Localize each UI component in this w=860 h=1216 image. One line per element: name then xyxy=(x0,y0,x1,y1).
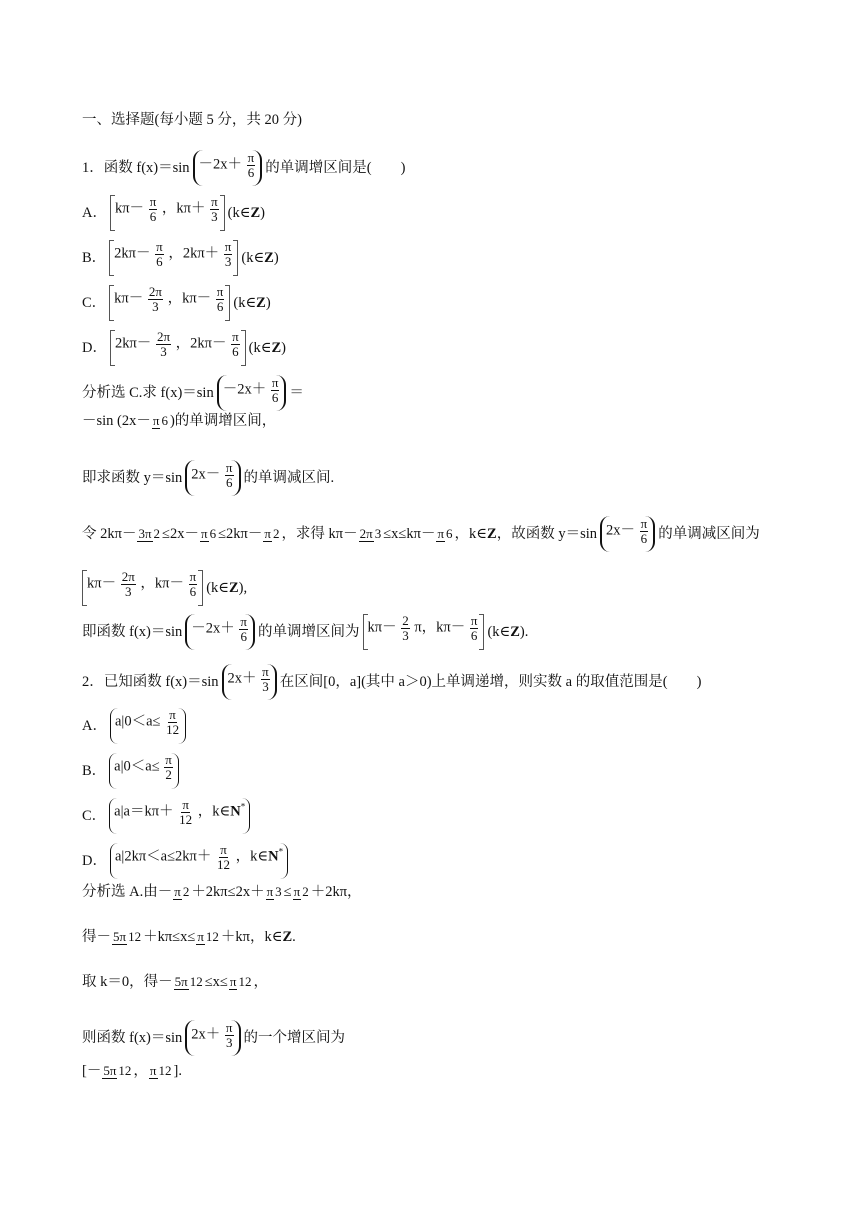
fraction: $\frac{\pi}{6}$ xyxy=(216,284,224,314)
fraction: $\frac{2\pi}{3}$ xyxy=(156,329,171,359)
fraction: π 2 xyxy=(174,884,190,900)
interval-bracket: kπ－ $\frac{2}{3}$ π，kπ－ $\frac{\pi}{6}$ xyxy=(363,614,485,650)
q1-analysis-line-5: kπ－ $\frac{2\pi}{3}$ ，kπ－ $\frac{\pi}{6}$ (k∈ Z ), xyxy=(82,570,247,606)
fraction: $\frac{\pi}{12}$ xyxy=(216,842,230,872)
set-brace: a|0＜a≤ $\frac{\pi}{12}$ xyxy=(110,708,186,744)
q1-option-c[interactable]: C． kπ－ $\frac{2\pi}{3}$ ，kπ－ $\frac{\pi}{6}$ (k∈ Z ) xyxy=(82,285,271,321)
fraction: $\frac{\pi}{3}$ xyxy=(225,1020,233,1050)
q1-analysis-line-3: 即求函数 y＝sin 2x－ $\frac{\pi}{6}$ 的单调减区间. xyxy=(82,460,334,496)
interval-bracket: kπ－ $\frac{2\pi}{3}$ ，kπ－ $\frac{\pi}{6}$ xyxy=(109,285,230,321)
q1-analysis-line-6: 即函数 f(x)＝sin －2x＋ $\frac{\pi}{6}$ 的单调增区间为 kπ－ $\frac{2}{3}$ π，kπ－ $\frac{\pi}{6}$ (k∈ Z ). xyxy=(82,614,528,650)
q2-option-c[interactable]: C． a|a＝kπ＋ $\frac{\pi}{12}$ ，k∈N* xyxy=(82,798,253,834)
interval-bracket: kπ－ $\frac{2\pi}{3}$ ，kπ－ $\frac{\pi}{6}$ xyxy=(82,570,203,606)
fraction: $\frac{2}{3}$ xyxy=(402,613,409,643)
fraction: π 12 xyxy=(197,929,219,945)
fraction: 5π 12 xyxy=(113,929,142,945)
q2-analysis-line-3: 取 k＝0，得－ 5π 12 ≤x≤ π 12 ， xyxy=(82,974,268,990)
fraction: $\frac{\pi}{6}$ xyxy=(240,614,247,644)
paren-group: －2x＋ $\frac{\pi}{6}$ xyxy=(185,614,255,650)
fraction: $\frac{\pi}{6}$ xyxy=(640,516,648,546)
fraction: $\frac{\pi}{3}$ xyxy=(211,194,218,224)
fraction: $\frac{\pi}{6}$ xyxy=(149,194,157,224)
q1-option-b[interactable]: B． 2kπ－ $\frac{\pi}{6}$ ，2kπ＋ $\frac{\pi}{3}$ (k∈ Z ) xyxy=(82,240,279,276)
fraction: $\frac{2\pi}{3}$ xyxy=(121,569,135,599)
fraction: $\frac{\pi}{2}$ xyxy=(165,752,172,782)
fraction: π 2 xyxy=(264,526,280,542)
fraction: π 12 xyxy=(229,974,252,990)
fraction: $\frac{2\pi}{3}$ xyxy=(148,284,162,314)
q1-analysis-line-2: －sin (2x－ π 6 )的单调增区间， xyxy=(82,413,277,429)
q1-analysis-line-4: 令 2kπ－ 3π 2 ≤2x－ π 6 ≤2kπ－ π 2 ，求得 kπ－ 2π 3 ≤x≤kπ－ π 6 ，k∈ Z ，故函数 y＝sin 2x－ $\frac{\pi}{6}$ 的单调减区间为 xyxy=(82,516,760,552)
fraction: π 6 xyxy=(201,526,217,542)
q2-option-d[interactable]: D． a|2kπ＜a≤2kπ＋ $\frac{\pi}{12}$ ，k∈N* xyxy=(82,843,291,879)
paren-group: 2x－ $\frac{\pi}{6}$ xyxy=(185,460,240,496)
fraction: $\frac{\pi}{6}$ xyxy=(271,375,279,405)
fraction: $\frac{\pi}{6}$ xyxy=(232,329,239,359)
set-brace: a|0＜a≤ $\frac{\pi}{2}$ xyxy=(109,753,179,789)
fraction: $\frac{\pi}{12}$ xyxy=(166,707,180,737)
question-1-stem: 1．函数 f(x)＝sin －2x＋ $\frac{\pi}{6}$ 的单调增区间是( ) xyxy=(82,150,405,186)
fraction: 5π 12 xyxy=(103,1063,132,1079)
q2-analysis-line-1: 分析选 A.由－ π 2 ＋2kπ≤2x＋ π 3 ≤ π 2 ＋2kπ， xyxy=(82,884,362,900)
q1-option-a[interactable]: A． kπ－ $\frac{\pi}{6}$ ，kπ＋ $\frac{\pi}{3}$ (k∈ Z ) xyxy=(82,195,265,231)
fraction: $\frac{\pi}{6}$ xyxy=(225,460,233,490)
fraction: $\frac{\pi}{6}$ xyxy=(189,569,197,599)
section-title xyxy=(82,113,302,128)
fraction: 5π 12 xyxy=(174,974,203,990)
q2-option-a[interactable]: A． a|0＜a≤ $\frac{\pi}{12}$ xyxy=(82,708,189,744)
fraction: $\frac{\pi}{12}$ xyxy=(179,797,193,827)
q1-option-d[interactable]: D． 2kπ－ $\frac{2\pi}{3}$ ，2kπ－ $\frac{\pi}{6}$ (k∈ Z ) xyxy=(82,330,286,366)
fraction: π 3 xyxy=(266,884,282,900)
paren-group: －2x＋ $\frac{\pi}{6}$ xyxy=(193,150,263,186)
fraction: π 6 xyxy=(152,413,168,429)
fraction: π 12 xyxy=(149,1063,172,1079)
interval-bracket: 2kπ－ $\frac{\pi}{6}$ ，2kπ＋ $\frac{\pi}{3}$ xyxy=(109,240,238,276)
fraction: π 2 xyxy=(293,884,309,900)
fraction: $\frac{\pi}{3}$ xyxy=(262,664,269,694)
paren-group: 2x＋ $\frac{\pi}{3}$ xyxy=(222,664,277,700)
question-2-stem: 2．已知函数 f(x)＝sin 2x＋ $\frac{\pi}{3}$ 在区间[0，a](其中 a＞0)上单调递增，则实数 a 的取值范围是( ) xyxy=(82,664,701,700)
fraction: 2π 3 xyxy=(359,526,382,542)
paren-group: －2x＋ $\frac{\pi}{6}$ xyxy=(217,375,287,411)
q1-analysis-line-1: 分析选 C.求 f(x)＝sin －2x＋ $\frac{\pi}{6}$ ＝ xyxy=(82,375,304,411)
q2-analysis-line-5: [－ 5π 12 ， π 12 ]. xyxy=(82,1063,182,1079)
paren-group: 2x－ $\frac{\pi}{6}$ xyxy=(600,516,655,552)
set-brace: a|a＝kπ＋ $\frac{\pi}{12}$ ，k∈N* xyxy=(109,798,250,834)
q2-analysis-line-2: 得－ 5π 12 ＋kπ≤x≤ π 12 ＋kπ，k∈ Z . xyxy=(82,929,296,945)
set-brace: a|2kπ＜a≤2kπ＋ $\frac{\pi}{12}$ ，k∈N* xyxy=(110,843,288,879)
fraction: $\frac{\pi}{6}$ xyxy=(156,239,163,269)
fraction: $\frac{\pi}{6}$ xyxy=(470,613,478,643)
paren-group: 2x＋ $\frac{\pi}{3}$ xyxy=(185,1020,240,1056)
interval-bracket: 2kπ－ $\frac{2\pi}{3}$ ，2kπ－ $\frac{\pi}{6}$ xyxy=(110,330,246,366)
interval-bracket: kπ－ $\frac{\pi}{6}$ ，kπ＋ $\frac{\pi}{3}$ xyxy=(110,195,225,231)
fraction: 3π 2 xyxy=(138,526,161,542)
q2-analysis-line-4: 则函数 f(x)＝sin 2x＋ $\frac{\pi}{3}$ 的一个增区间为 xyxy=(82,1020,345,1056)
q2-option-b[interactable]: B． a|0＜a≤ $\frac{\pi}{2}$ xyxy=(82,753,182,789)
fraction: $\frac{\pi}{6}$ xyxy=(247,150,255,180)
fraction: π 6 xyxy=(437,526,453,542)
fraction: $\frac{\pi}{3}$ xyxy=(224,239,232,269)
section-title-text: 一、选择题(每小题 5 分，共 20 分) xyxy=(82,112,302,128)
